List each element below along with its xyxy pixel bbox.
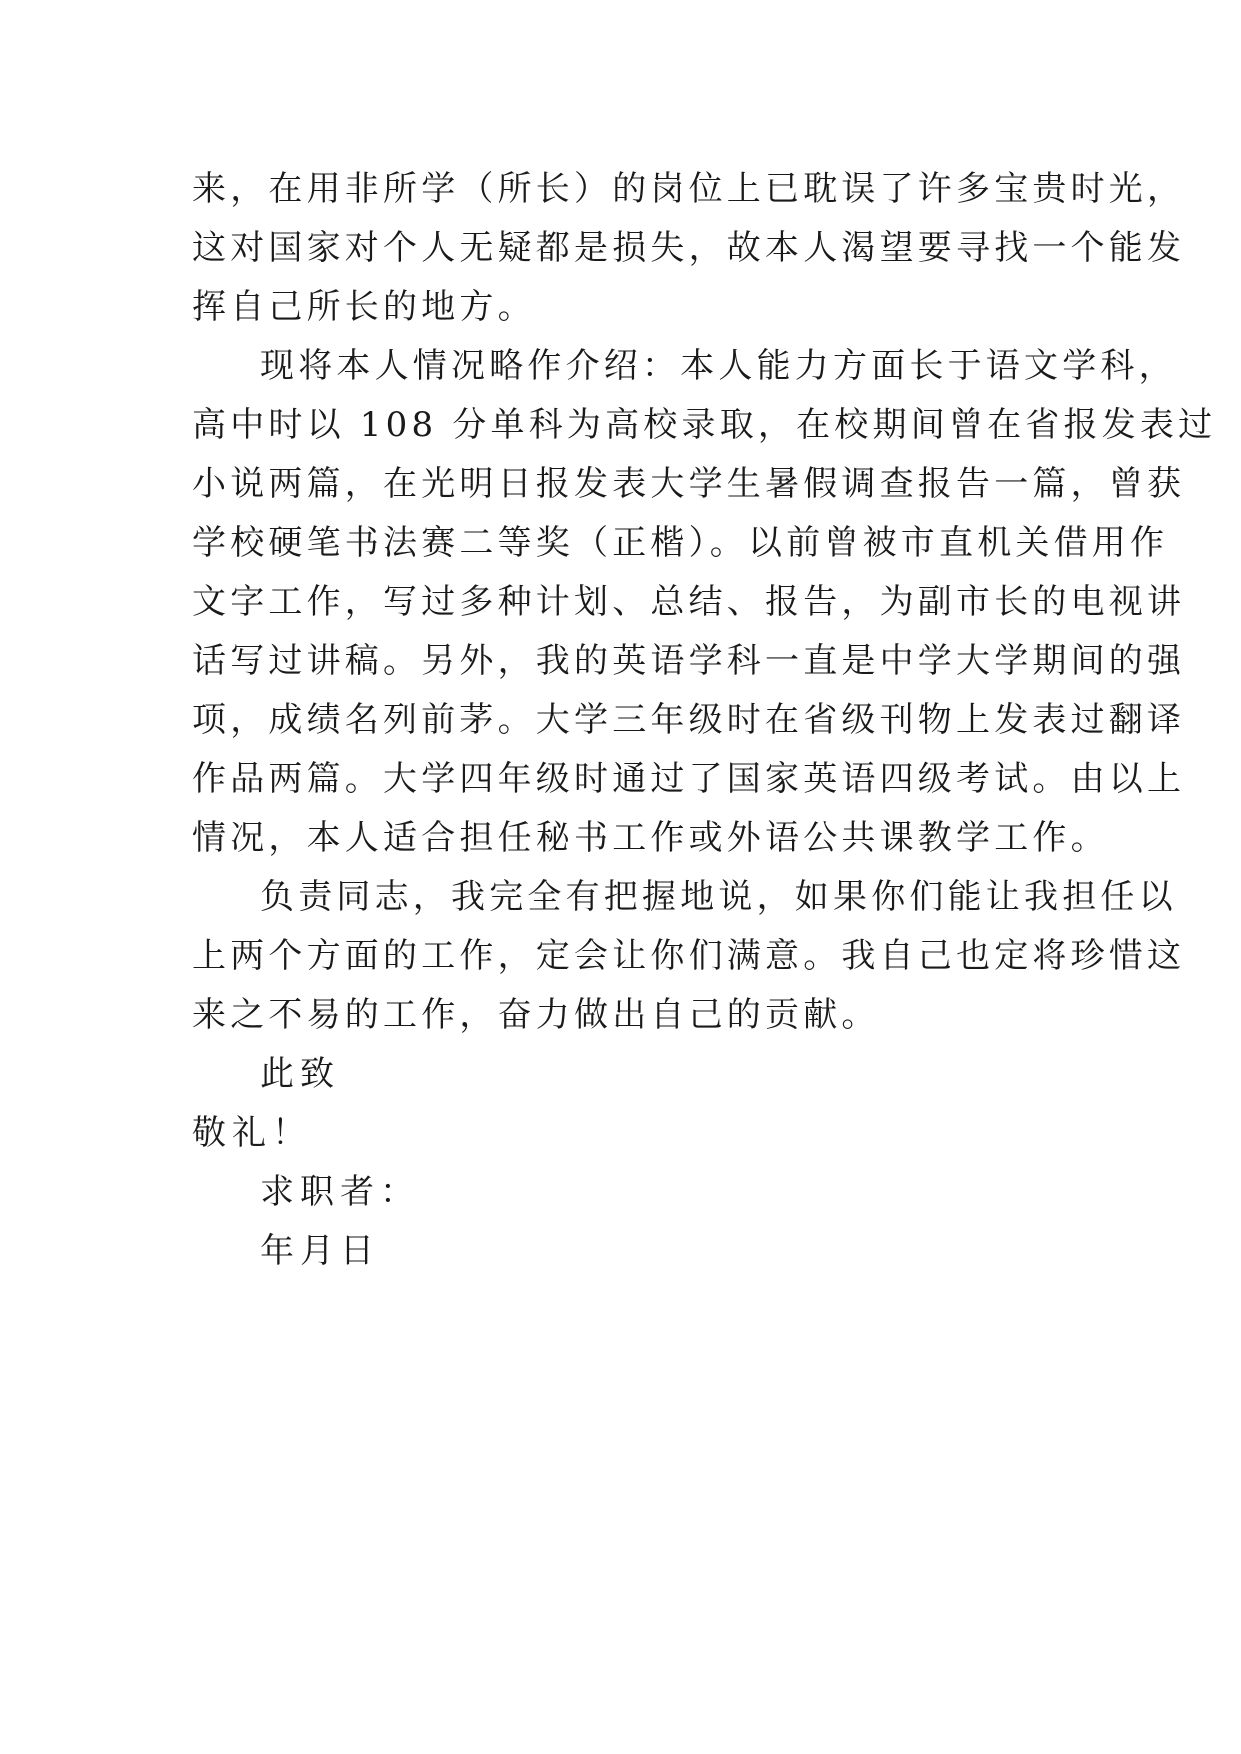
text-line: 负责同志，我完全有把握地说，如果你们能让我担任以 [260, 877, 1177, 917]
text-line: 学校硬笔书法赛二等奖（正楷）。以前曾被市直机关借用作 [192, 523, 1169, 563]
date-label: 年月日 [260, 1231, 380, 1271]
text-line: 这对国家对个人无疑都是损失，故本人渴望要寻找一个能发 [192, 228, 1186, 268]
text-line: 挥自己所长的地方。 [192, 287, 536, 327]
text-line: 作品两篇。大学四年级时通过了国家英语四级考试。由以上 [192, 759, 1186, 799]
text-line: 话写过讲稿。另外，我的英语学科一直是中学大学期间的强 [192, 641, 1186, 681]
paragraph-introduction [192, 337, 1217, 868]
signer-label: 求职者： [260, 1172, 420, 1212]
text-line: 高中时以 108 分单科为高校录取，在校期间曾在省报发表过 [192, 405, 1217, 445]
text-line: 上两个方面的工作，定会让你们满意。我自己也定将珍惜这 [192, 936, 1186, 976]
text-line: 文字工作，写过多种计划、总结、报告，为副市长的电视讲 [192, 582, 1186, 622]
text-line: 项，成绩名列前茅。大学三年级时在省级刊物上发表过翻译 [192, 700, 1186, 740]
closing-regards: 敬礼！ [192, 1113, 312, 1153]
paragraph-commitment [192, 868, 1186, 1045]
text-line: 来之不易的工作，奋力做出自己的贡献。 [192, 995, 880, 1035]
text-line: 来，在用非所学（所长）的岗位上已耽误了许多宝贵时光， [192, 169, 1186, 209]
letter-closing [192, 1045, 1072, 1281]
letter-body [192, 160, 1217, 1281]
closing-salutation: 此致 [260, 1054, 340, 1094]
text-line: 小说两篇，在光明日报发表大学生暑假调查报告一篇，曾获 [192, 464, 1186, 504]
text-line: 现将本人情况略作介绍：本人能力方面长于语文学科， [260, 346, 1177, 386]
paragraph-continuation [192, 160, 1186, 337]
text-line: 情况，本人适合担任秘书工作或外语公共课教学工作。 [192, 818, 1109, 858]
